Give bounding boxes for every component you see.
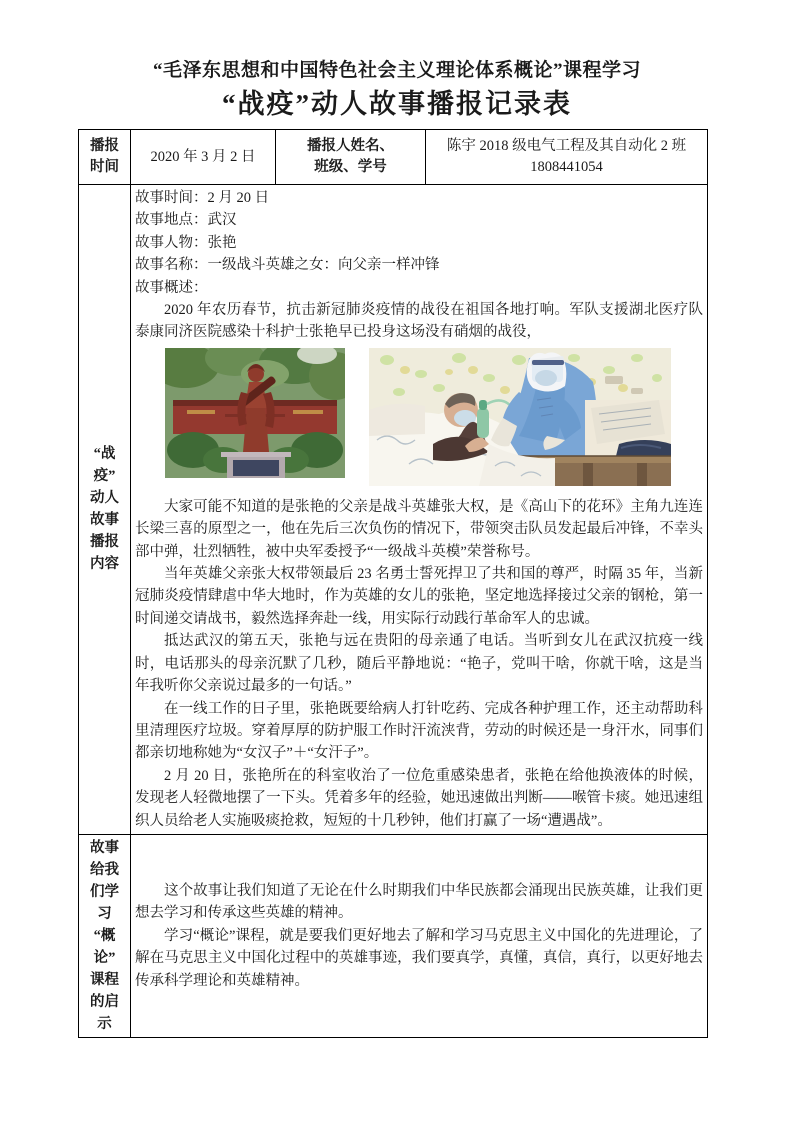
story-label-line: “战 [93, 446, 116, 463]
reflection-label-line: 的启 [90, 993, 119, 1010]
story-paragraph: 在一线工作的日子里，张艳既要给病人打针吃药、完成各种护理工作，还主动帮助科里清理医疗垃圾。穿着厚厚的防护服工作时汗流浃背，劳动的时候还是一身汗水，同事们都亲切地称她为“女汉子”＋“女汗子”。 [135, 700, 703, 762]
story-meta-line: 故事概述： [135, 279, 208, 296]
story-photos [165, 348, 703, 486]
story-intro-paragraph: 2020 年农历春节，抗击新冠肺炎疫情的战役在祖国各地打响。军队支援湖北医疗队泰康同济医院感染十科护士张艳早已投身这场没有硝烟的战役， [135, 302, 703, 341]
reflection-paragraph: 学习“概论”课程，就是要我们更好地去了解和学习马克思主义中国化的先进理论，了解在马克思主义中国化过程中的英雄事迹，我们要真学，真懂，真信，真行，以更好地去传承科学理论和英雄精神。 [135, 927, 703, 989]
reflection-label-line: 们学 [90, 883, 119, 900]
broadcast-time-label-line1: 播报 [90, 138, 119, 154]
story-paragraph: 大家可能不知道的是张艳的父亲是战斗英雄张大权，是《高山下的花环》主角九连连长梁三喜的原型之一，他在先后三次负伤的情况下，带领突击队员发起最后冲锋，不幸头部中弹，壮烈牺牲，被中央军委授予“一级战斗英模”荣誉称号。 [135, 498, 703, 560]
story-meta-line: 故事名称：一级战斗英雄之女：向父亲一样冲锋 [135, 257, 440, 274]
reflection-content-cell [131, 834, 708, 1037]
reflection-label-line: 课程 [90, 971, 119, 988]
story-section-label [79, 185, 131, 835]
story-meta-line: 故事时间：2 月 20 日 [135, 190, 270, 206]
hero-statue-photo [165, 348, 345, 478]
reflection-label-line: 给我 [90, 861, 119, 878]
broadcaster-student-id: 1808441054 [530, 159, 603, 175]
story-label-line: 疫” [93, 468, 116, 485]
broadcaster-label-line2: 班级、学号 [314, 159, 387, 175]
story-section-label-lines [83, 443, 126, 575]
broadcaster-label [276, 130, 426, 185]
reflection-label-line: 习 [97, 905, 112, 922]
record-table [78, 129, 708, 1038]
broadcaster-value [426, 130, 708, 185]
broadcast-time-value: 2020 年 3 月 2 日 [131, 130, 276, 185]
story-row [79, 185, 708, 835]
story-meta [135, 187, 703, 299]
story-meta-line: 故事人物：张艳 [135, 234, 237, 251]
story-paragraph: 当年英雄父亲张大权带领最后 23 名勇士誓死捍卫了共和国的尊严，时隔 35 年，当新冠肺炎疫情肆虐中华大地时，作为英雄的女儿的张艳，坚定地选择接过父亲的钢枪，第一时间递交请战书，毅然选择奔赴一线，用实际行动践行革命军人的忠诚。 [135, 566, 703, 627]
nurse-patient-photo [369, 348, 671, 486]
story-paragraphs [135, 496, 703, 832]
info-row [79, 130, 708, 185]
reflection-paragraphs [135, 880, 703, 992]
reflection-label-line: “概 [93, 927, 116, 944]
story-paragraph: 2 月 20 日，张艳所在的科室收治了一位危重感染患者，张艳在给他换液体的时候，发现老人轻微地摆了一下头。凭着多年的经验，她迅速做出判断——喉管卡痰。她迅速组织人员给老人实施吸痰抢救，短短的十几秒钟，他们打赢了一场“遭遇战”。 [135, 767, 703, 829]
reflection-label-line: 示 [97, 1015, 112, 1032]
story-label-line: 播报 [90, 534, 119, 551]
reflection-section-label [79, 834, 131, 1037]
reflection-label-line: 论” [93, 949, 116, 966]
reflection-label-line: 故事 [90, 839, 119, 856]
story-label-line: 故事 [90, 512, 119, 529]
story-paragraph: 抵达武汉的第五天，张艳与远在贵阳的母亲通了电话。当听到女儿在武汉抗疫一线时，电话那头的母亲沉默了几秒，随后平静地说：“艳子，党叫干啥，你就干啥，这是当年我听你父亲说过最多的一句话。” [135, 633, 703, 695]
reflection-paragraph: 这个故事让我们知道了无论在什么时期我们中华民族都会涌现出民族英雄，让我们更想去学习和传承这些英雄的精神。 [135, 882, 703, 922]
story-content-cell [131, 185, 708, 835]
story-label-line: 内容 [90, 556, 119, 573]
broadcaster-name-class: 陈宇 2018 级电气工程及其自动化 2 班 [446, 138, 687, 154]
broadcast-time-label [79, 130, 131, 185]
reflection-row [79, 834, 708, 1037]
broadcast-time-label-line2: 时间 [90, 159, 119, 175]
broadcaster-label-line1: 播报人姓名、 [307, 138, 394, 154]
reflection-section-label-lines [83, 837, 126, 1035]
course-title: “毛泽东思想和中国特色社会主义理论体系概论”课程学习 [152, 60, 641, 81]
story-label-line: 动人 [90, 490, 119, 507]
form-title: “战疫”动人故事播报记录表 [222, 89, 572, 119]
story-meta-line: 故事地点：武汉 [135, 212, 237, 229]
